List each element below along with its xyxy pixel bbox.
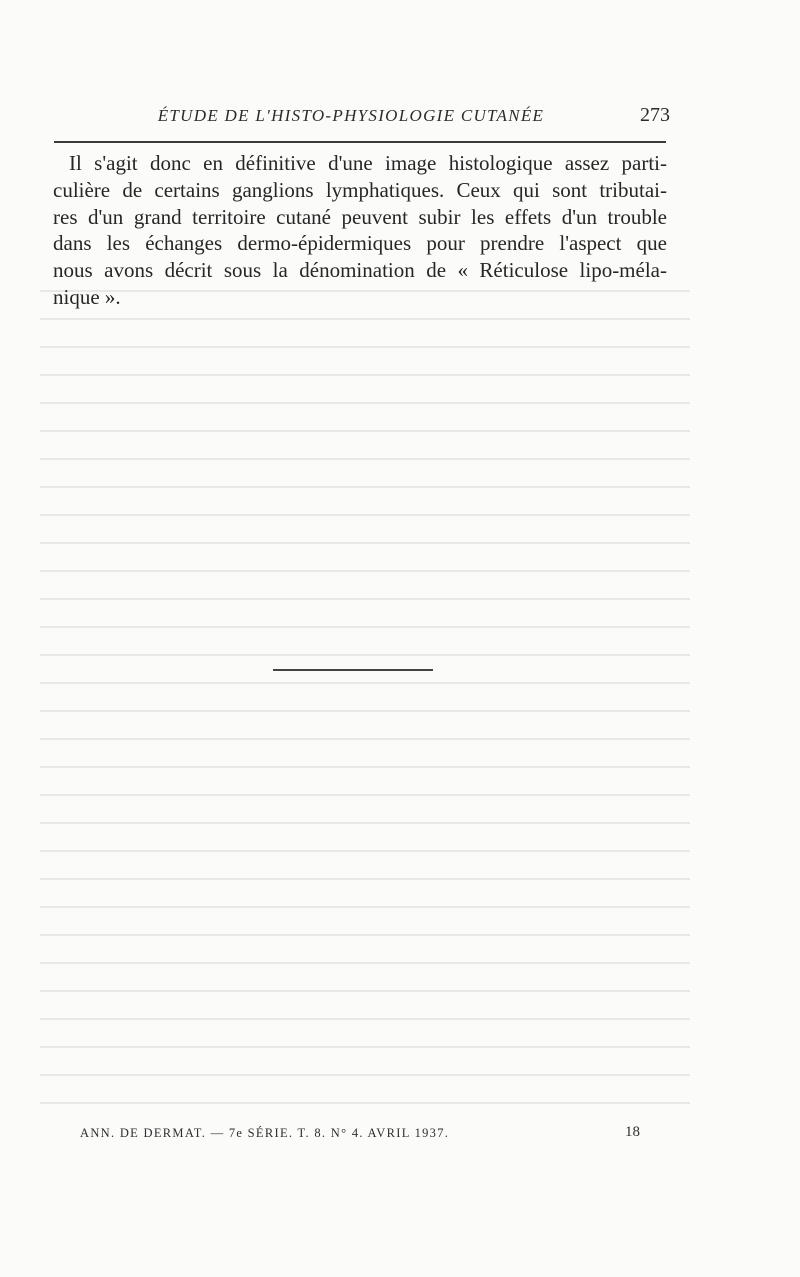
bleed-through-texture <box>40 290 690 1150</box>
paragraph-line: culière de certains ganglions lymphatiques. Ceux qui sont tributai- <box>53 177 667 202</box>
page-number: 273 <box>640 104 670 126</box>
header-rule <box>54 141 666 143</box>
paragraph-line: dans les échanges dermo-épidermiques pour prendre l'aspect que <box>53 231 667 256</box>
paragraph-line: nous avons décrit sous la dénomination de « Réticulose lipo-méla- <box>53 258 667 283</box>
journal-citation: ANN. DE DERMAT. — 7e SÉRIE. T. 8. N° 4. AVRIL 1937. <box>80 1126 450 1140</box>
paragraph-line: Il s'agit donc en définitive d'une image histologique assez parti- <box>69 151 667 175</box>
sheet-number: 18 <box>625 1124 640 1140</box>
body-paragraph <box>53 150 667 311</box>
page-footer <box>80 1124 640 1144</box>
section-end-rule <box>273 669 433 671</box>
paragraph-line: res d'un grand territoire cutané peuvent subir les effets d'un trouble <box>53 204 667 229</box>
paragraph-line: nique ». <box>53 284 121 309</box>
running-title: ÉTUDE DE L'HISTO-PHYSIOLOGIE CUTANÉE <box>157 106 545 125</box>
running-head <box>52 104 670 130</box>
